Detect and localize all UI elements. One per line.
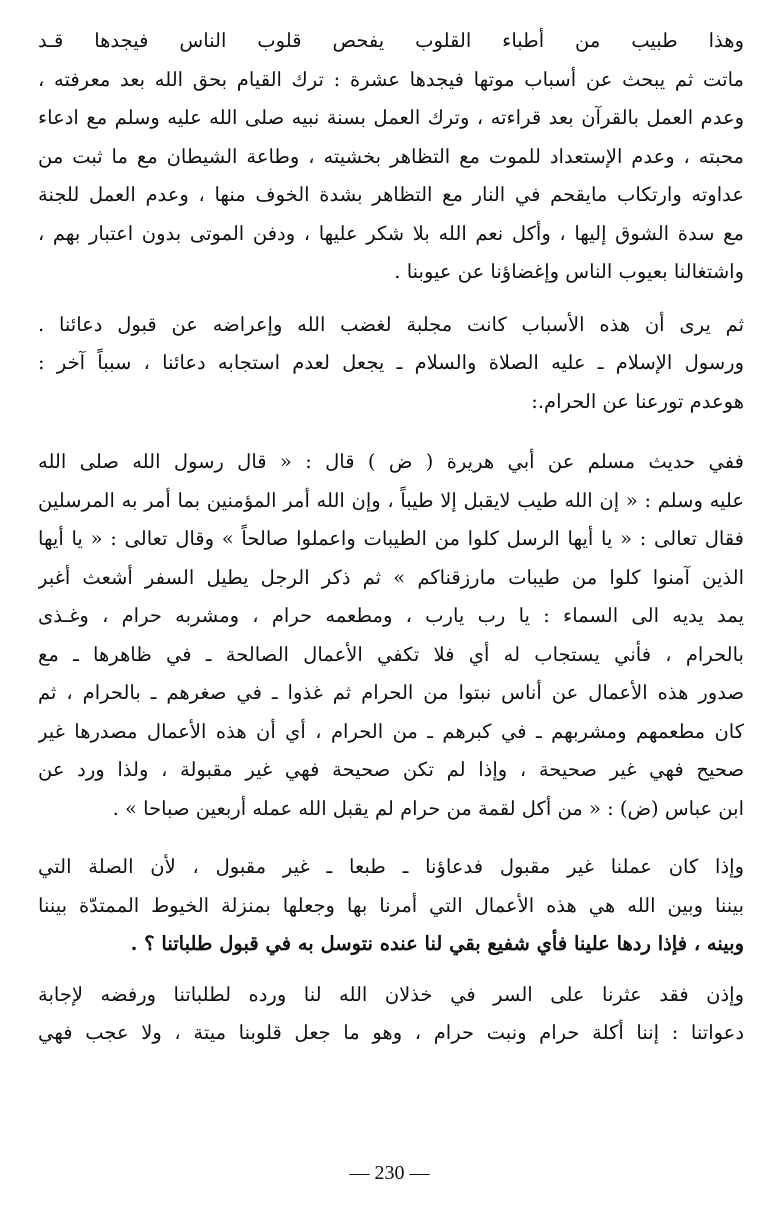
- page-number: — 230 —: [349, 1162, 430, 1184]
- paragraph-3: [38, 443, 744, 828]
- text-line: ففي حديث مسلم عن أبي هريرة ( ض ) قال : « قال رسول الله صلى الله: [38, 450, 744, 473]
- paragraph-5: [38, 976, 744, 1053]
- text-line: عداوته وارتكاب مايقحم في النار مع التظاهر بشدة الخوف منها ، وعدم العمل للجنة: [38, 183, 744, 206]
- paragraph-gap: [38, 964, 744, 976]
- text-line: وإذن فقد عثرنا على السر في خذلان الله لنا ورده لطلباتنا ورفضه لإجابة: [38, 982, 744, 1006]
- paragraph-2: [38, 306, 744, 422]
- text-line: يمد يديه الى السماء : يا رب يارب ، ومطعمه حرام ، ومشربه حرام ، وغـذى: [38, 604, 744, 627]
- text-line: وعدم العمل بالقرآن بعد قراءته ، وترك العمل بسنة نبيه صلى الله عليه وسلم مع ادعاء: [38, 106, 744, 129]
- text-line: ورسول الإسلام ـ عليه الصلاة والسلام ـ يجعل لعدم استجابه دعائنا ، سبباً آخر :: [38, 351, 744, 374]
- text-line: واشتغالنا بعيوب الناس وإغضاؤنا عن عيوبنا .: [394, 260, 744, 283]
- text-line: صحيح فهي غير صحيحة ، وإذا لم تكن صحيحة فهي غير مقبولة ، ولذا ورد عن: [38, 758, 744, 781]
- text-line: محبته ، وعدم الإستعداد للموت مع التظاهر بخشيته ، وطاعة الشيطان مع ما ثبت من: [38, 144, 744, 168]
- text-line: ثم يرى أن هذه الأسباب كانت مجلبة لغضب الله وإعراضه عن قبول دعائنا .: [38, 312, 744, 336]
- paragraph-gap: [38, 828, 744, 848]
- text-line: ماتت ثم يبحث عن أسباب موتها فيجدها عشرة : ترك القيام بحق الله بعد معرفته ،: [38, 67, 744, 91]
- text-line: ابن عباس (ض) : « من أكل لقمة من حرام لم يقبل الله عمله أربعين صباحا » .: [112, 796, 744, 820]
- text-line: بالحرام ، فأني يستجاب له أي فلا تكفي الأعمال الصالحة ـ في ظاهرها ـ مع: [38, 642, 744, 666]
- paragraph-gap: [38, 292, 744, 306]
- text-line: دعواتنا : إننا أكلة حرام ونبت حرام ، وهو ما جعل قلوبنا ميتة ، ولا عجب فهي: [38, 1021, 744, 1044]
- paragraph-1: [38, 22, 744, 292]
- text-line: الذين آمنوا كلوا من طيبات مارزقناكم » ثم ذكر الرجل يطيل السفر أشعث أغبر: [38, 565, 744, 589]
- paragraph-gap: [38, 421, 744, 443]
- text-line: مع سدة الشوق إليها ، وأكل نعم الله بلا شكر عليها ، ودفن الموتى بدون اعتبار بهم ،: [38, 221, 744, 245]
- paragraph-4: [38, 848, 744, 964]
- text-line: صدور هذه الأعمال عن أناس نبتوا من الحرام ثم غذوا ـ في صغرهم ـ بالحرام ، ثم: [38, 681, 744, 704]
- text-line: كان مطعمهم ومشربهم ـ في كبرهم ـ من الحرام ، أي أن هذه الأعمال مصدرها غير: [38, 719, 744, 743]
- text-line: وهذا طبيب من أطباء القلوب يفحص قلوب الناس فيجدها قـد: [38, 29, 744, 52]
- text-line: بيننا وبين الله هي هذه الأعمال التي أمرنا بها وجعلها بمنزلة الخيوط الممتدّة بيننا: [38, 893, 744, 917]
- text-line: وإذا كان عملنا غير مقبول فدعاؤنا ـ طبعا ـ غير مقبول ، لأن الصلة التي: [38, 855, 744, 878]
- text-line: وبينه ، فإذا ردها علينا فأي شفيع بقي لنا عنده نتوسل به في قبول طلباتنا ؟ .: [130, 932, 744, 955]
- page-body: [38, 22, 744, 1053]
- text-line: فقال تعالى : « يا أيها الرسل كلوا من الطيبات واعملوا صالحاً » وقال تعالى : « يا أيها: [38, 527, 744, 550]
- text-line: هوعدم تورعنا عن الحرام.:: [531, 389, 744, 413]
- text-line: عليه وسلم : « إن الله طيب لايقبل إلا طيباً ، وإن الله أمر المؤمنين بما أمر به المرسلين: [38, 488, 744, 512]
